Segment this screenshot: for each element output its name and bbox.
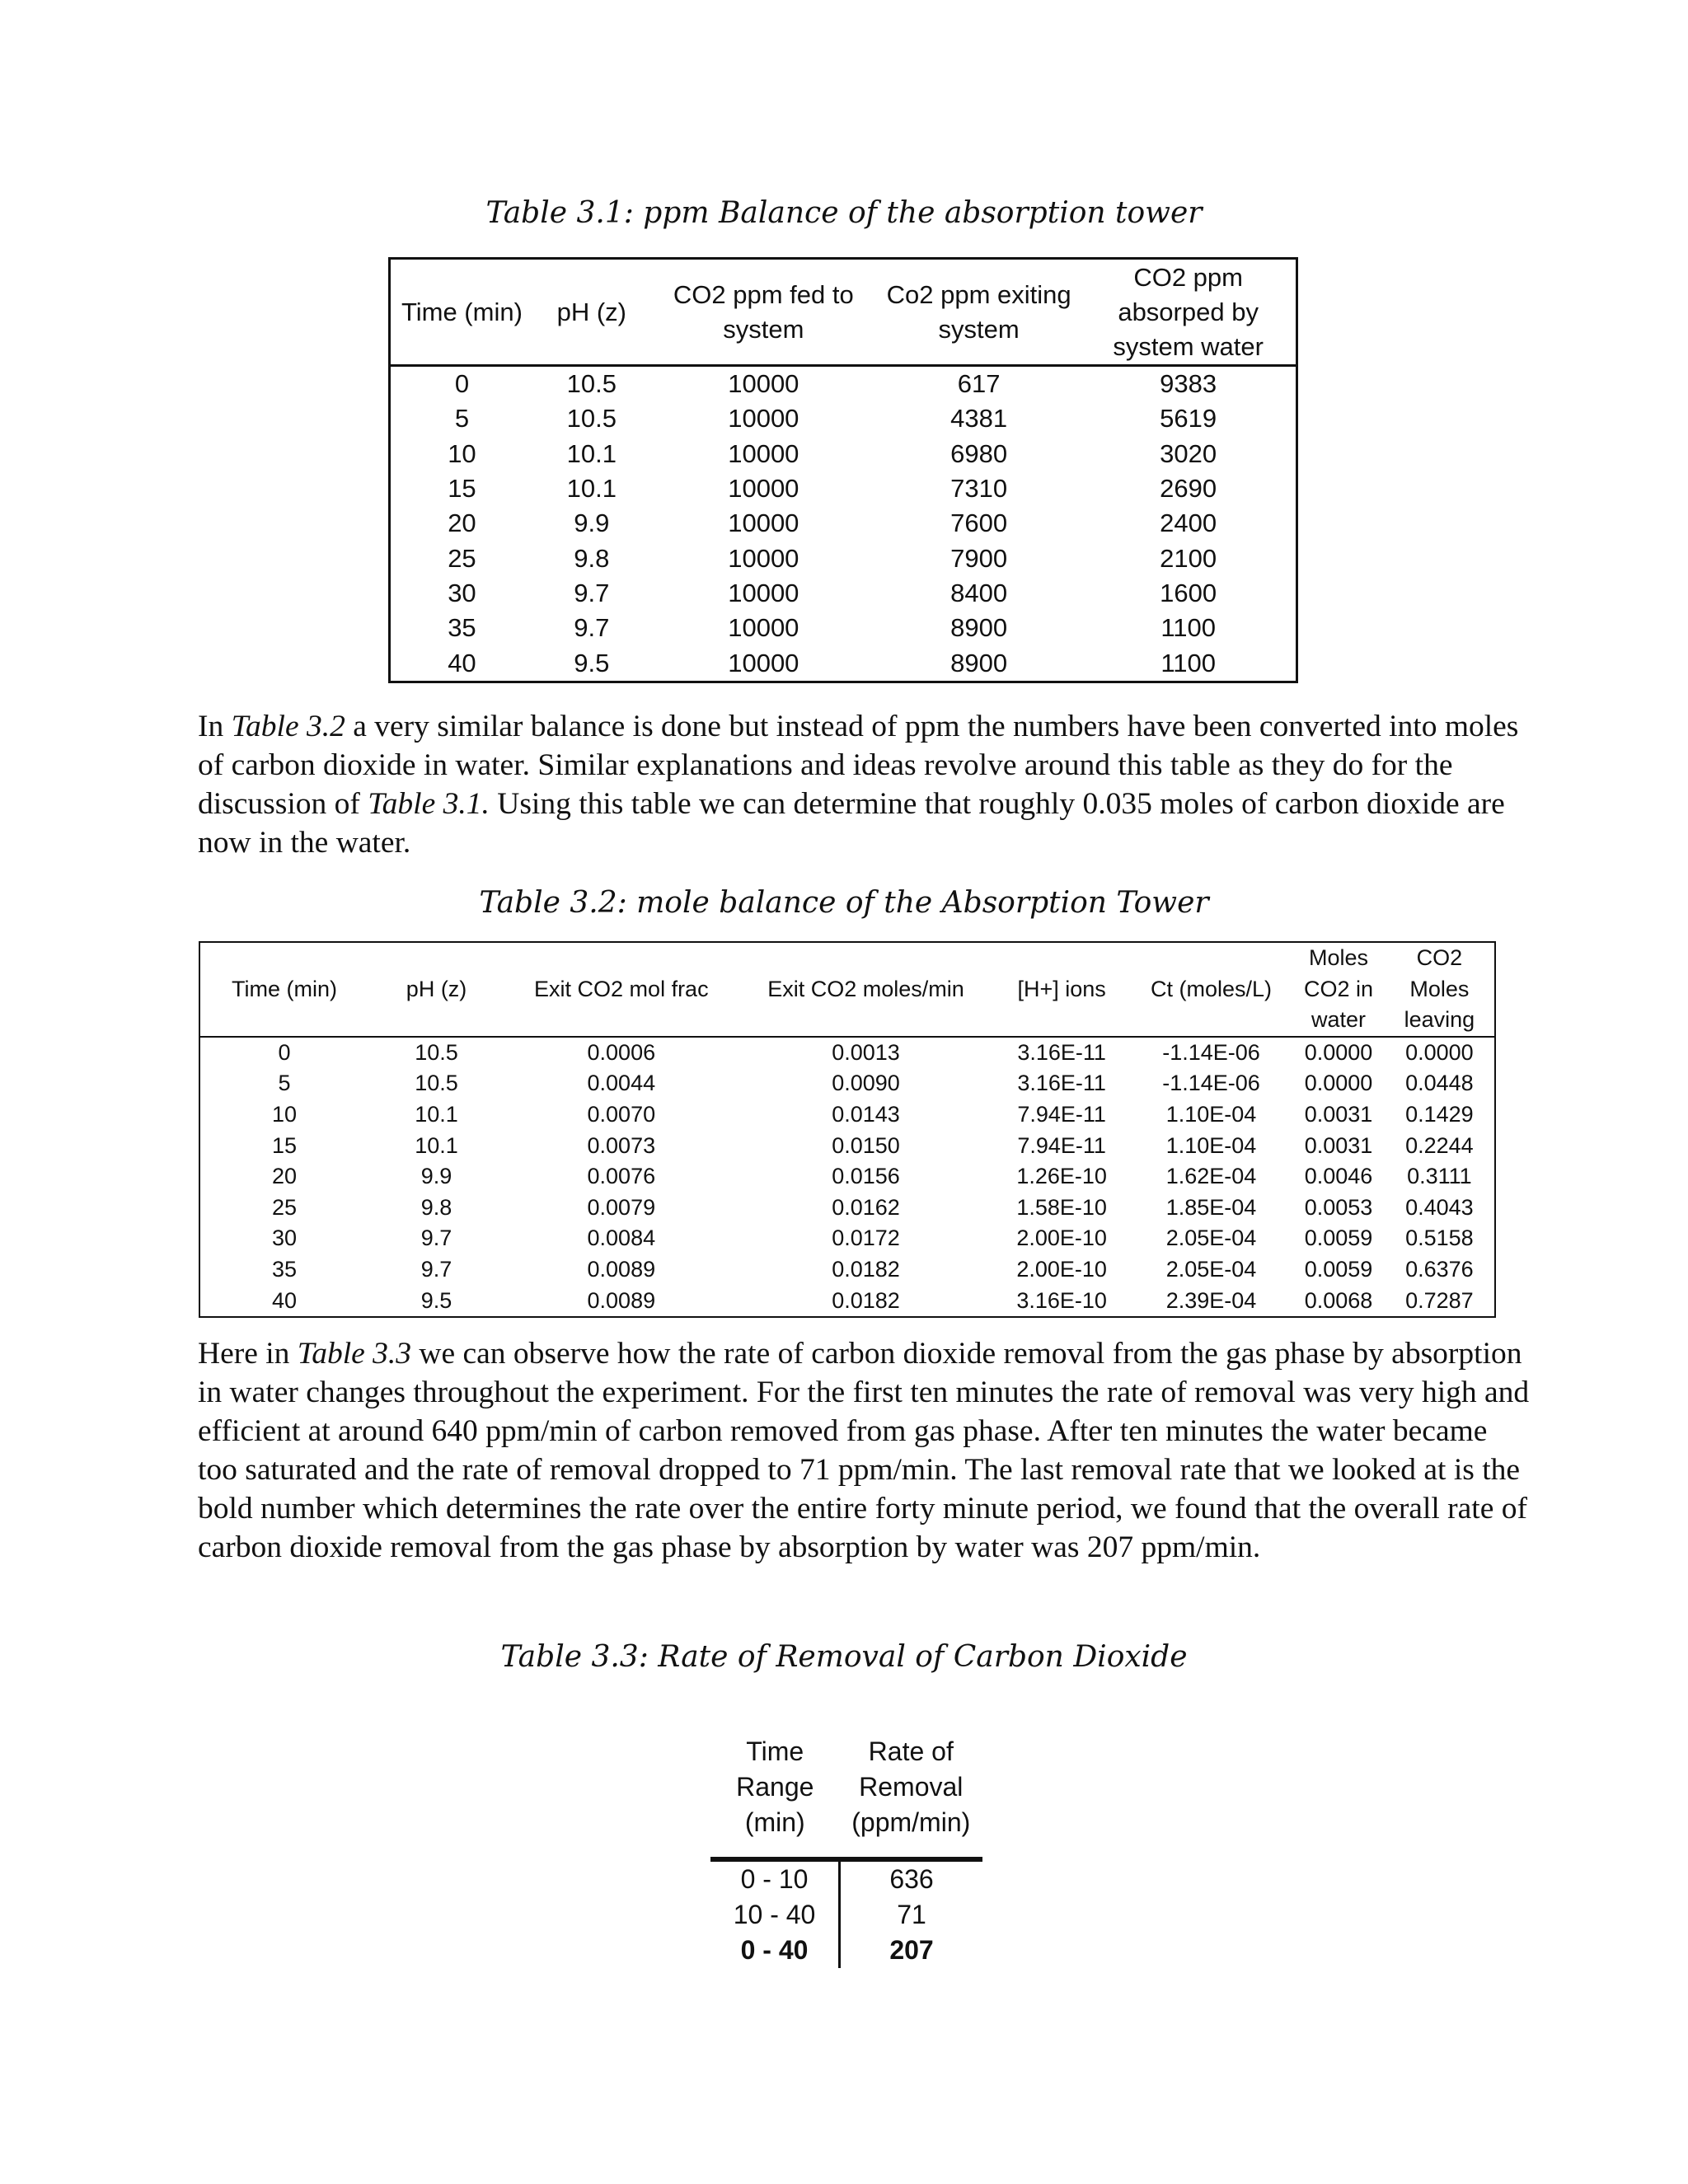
table-cell: 0.0076 [587,1164,656,1189]
table-cell: 6980 [950,438,1008,468]
table2-header: Exit CO2 mol frac [504,942,738,1037]
table1-header: Time (min) [390,259,533,366]
paragraph-table-3-2-intro: In Table 3.2 a very similar balance is done but instead of ppm the numbers have been converted into moles of carbon dioxide in water. Similar explanations and ideas revolve around this table as they do for the discussion of Table 3.1. Using this table we can determine that roughly 0.035 moles of carbon dioxide are now in the water. [198,710,1519,860]
table-cell: 10.1 [415,1101,458,1127]
table3-row [710,1897,982,1933]
table-cell: 0.3111 [1407,1164,1472,1189]
table-cell: 1.58E-10 [1016,1194,1107,1220]
table-cell: 10.1 [566,438,617,468]
table3-header: Rate of Removal (ppm/min) [840,1717,982,1859]
table-cell: 40 [271,1287,297,1313]
table-cell: 10000 [728,474,799,504]
table-cell: 0.0046 [1304,1164,1373,1189]
table-cell: 10000 [728,578,799,607]
table2-row [199,1254,1495,1286]
table3-row [710,1859,982,1897]
table-cell: 0.0090 [832,1071,900,1096]
table-cell: 30 [271,1226,297,1251]
table1-row [390,645,1297,682]
table-cell: 1.85E-04 [1165,1194,1257,1220]
table-cell: 1.62E-04 [1165,1164,1257,1189]
table-cell: 25 [271,1194,297,1220]
table-cell: 7600 [950,509,1008,538]
table-cell: 10.5 [566,369,617,399]
table-cell: 0.0070 [587,1101,656,1127]
table1-row [390,541,1297,575]
table2-row [199,1037,1495,1069]
table-cell: 0.0079 [587,1194,656,1220]
table3-caption: Table 3.3: Rate of Removal of Carbon Dioxide [500,1640,1188,1674]
table1-header: pH (z) [533,259,650,366]
table-cell: 9.9 [420,1164,452,1189]
table-cell: 1600 [1160,578,1217,607]
table-reference: Table 3.3 [297,1337,412,1371]
table-cell: 0.0013 [832,1039,900,1065]
table-cell: 5619 [1160,404,1217,434]
table-cell: 15 [271,1132,297,1158]
table-cell: 0.0053 [1304,1194,1373,1220]
table-cell: 0.0084 [587,1226,656,1251]
table-cell: 3020 [1160,438,1217,468]
table-cell: 10 [448,438,476,468]
table2-row [199,1161,1495,1193]
table-cell: 0.0182 [832,1287,900,1313]
table2-header: CO2 Moles leaving [1385,942,1495,1037]
table-cell: 0.1429 [1405,1101,1474,1127]
table-cell: 9.7 [574,613,610,643]
table2-header: pH (z) [368,942,504,1037]
table-cell: 10.5 [566,404,617,434]
table2-row [199,1068,1495,1099]
table-cell: 10000 [728,543,799,573]
table-cell: 0.0000 [1304,1071,1373,1096]
table1-header: CO2 ppm absorped by system water [1081,259,1296,366]
table-cell: 35 [271,1256,297,1282]
table-cell: 617 [957,369,1001,399]
table-cell: 20 [448,509,476,538]
table-cell: 9.8 [574,543,610,573]
table1-header: CO2 ppm fed to system [650,259,877,366]
table-cell: 9.5 [420,1287,452,1313]
table-cell: 0 [454,369,470,399]
table-cell: 0.0031 [1304,1101,1373,1127]
table-cell: 0.0000 [1405,1039,1474,1065]
table-cell: 0.0448 [1405,1071,1474,1096]
table-cell: 0.0172 [832,1226,900,1251]
paragraph-table-3-3-intro: Here in Table 3.3 we can observe how the rate of carbon dioxide removal from the gas phase by absorption in water changes throughout the experiment. For the first ten minutes the rate of removal was very high and efficient at around 640 ppm/min of carbon removed from gas phase. After ten minutes the water became too saturated and the rate of removal dropped to 71 ppm/min. The last removal rate that we looked at is the bold number which determines the rate over the entire forty minute period, we found that the overall rate of carbon dioxide removal from the gas phase by absorption by water was 207 ppm/min. [198,1337,1530,1564]
table-reference: Table 3.2 [231,710,345,743]
table1-row [390,611,1297,645]
table2-header: Ct (moles/L) [1130,942,1292,1037]
table1-header-row [390,259,1297,366]
table-cell: 40 [448,648,476,677]
table-cell: 2.00E-10 [1016,1226,1107,1251]
table-cell: 0.0143 [832,1101,900,1127]
table3-header: Time Range (min) [710,1717,840,1859]
table-cell: 7900 [950,543,1008,573]
table-cell: 0.0068 [1304,1287,1373,1313]
table-cell: 5 [454,404,470,434]
table-cell: 636 [889,1864,934,1894]
table-cell: 0.0044 [587,1071,656,1096]
table-cell: 9.7 [420,1256,452,1282]
table-cell: 0.0031 [1304,1132,1373,1158]
table-cell: 5 [278,1071,291,1096]
table-cell: 0.2244 [1405,1132,1474,1158]
table-cell: 0.0000 [1304,1039,1373,1065]
table-cell: 2.05E-04 [1165,1226,1257,1251]
table2-header: [H+] ions [994,942,1130,1037]
table-cell: 9.9 [574,509,610,538]
table-cell: 4381 [950,404,1008,434]
table-cell: 3.16E-11 [1017,1071,1106,1096]
table-cell: 2100 [1160,543,1217,573]
table-cell: 2400 [1160,509,1217,538]
table-cell: 0.6376 [1405,1256,1474,1282]
table3-header-row [710,1717,982,1859]
table-cell: 7.94E-11 [1017,1132,1106,1158]
table2 [199,941,1496,1318]
table-cell: 2690 [1160,474,1217,504]
table-cell: 1.26E-10 [1016,1164,1107,1189]
table2-header-row [199,942,1495,1037]
table-cell: 0 - 40 [710,1933,840,1968]
table-cell: 9.5 [574,648,610,677]
table-cell: 10000 [728,648,799,677]
table1-row [390,471,1297,506]
table2-row [199,1223,1495,1254]
table-cell: 0.0089 [587,1287,656,1313]
table-cell: 9383 [1160,369,1217,399]
table-cell: 2.05E-04 [1165,1256,1257,1282]
table-cell: 10000 [728,404,799,434]
table2-header: Moles CO2 in water [1292,942,1385,1037]
table-cell: 9.8 [420,1194,452,1220]
table-cell: 0.0182 [832,1256,900,1282]
table-cell: 1.10E-04 [1165,1132,1257,1158]
table1-row [390,401,1297,436]
table-cell: 3.16E-11 [1017,1039,1106,1065]
table2-row [199,1285,1495,1317]
table-cell: 1.10E-04 [1165,1101,1257,1127]
table-cell: 9.7 [420,1226,452,1251]
table1-row [390,437,1297,471]
table-cell: 0 [278,1039,291,1065]
table-cell: 2.00E-10 [1016,1256,1107,1282]
table-cell: 71 [897,1900,926,1929]
table1 [388,257,1298,683]
table1-row [390,366,1297,402]
table-cell: 2.39E-04 [1165,1287,1257,1313]
table-cell: 15 [448,474,476,504]
table-cell: 0.0156 [832,1164,900,1189]
table-cell: 207 [889,1935,934,1965]
table-cell: 8400 [950,578,1008,607]
table-cell: 0.0006 [587,1039,656,1065]
table-cell: 10000 [728,509,799,538]
table-cell: 0.5158 [1405,1226,1474,1251]
table1-row [390,576,1297,611]
table-cell: 8900 [950,648,1008,677]
table-cell: 10.1 [566,474,617,504]
table-cell: 0.0150 [832,1132,900,1158]
table-cell: 30 [448,578,476,607]
table-cell: 0 - 10 [710,1859,840,1897]
table-cell: 10.5 [415,1071,458,1096]
table1-caption: Table 3.1: ppm Balance of the absorption tower [485,196,1203,230]
table-cell: 10.1 [415,1132,458,1158]
table-cell: 0.4043 [1405,1194,1474,1220]
table-cell: 8900 [950,613,1008,643]
table-cell: 7310 [950,474,1008,504]
table-cell: 0.7287 [1405,1287,1474,1313]
table-cell: -1.14E-06 [1162,1039,1260,1065]
table-reference: Table 3.1. [368,787,490,821]
table2-row [199,1192,1495,1223]
table-cell: 20 [271,1164,297,1189]
table2-header: Time (min) [199,942,368,1037]
table-cell: 10000 [728,438,799,468]
table-cell: 25 [448,543,476,573]
table-cell: 9.7 [574,578,610,607]
table-cell: 3.16E-10 [1016,1287,1107,1313]
table1-row [390,506,1297,541]
table-cell: 10 [271,1101,297,1127]
table-cell: 0.0059 [1304,1256,1373,1282]
table-cell: 10000 [728,369,799,399]
table-cell: 0.0059 [1304,1226,1373,1251]
table-cell: 0.0089 [587,1256,656,1282]
table-cell: 35 [448,613,476,643]
table-cell: 1100 [1160,648,1216,677]
table-cell: 10000 [728,613,799,643]
table2-row [199,1130,1495,1161]
table-cell: 10.5 [415,1039,458,1065]
table2-row [199,1099,1495,1131]
table-cell: 1100 [1160,613,1216,643]
table2-caption: Table 3.2: mole balance of the Absorption Tower [479,886,1209,920]
table2-header: Exit CO2 moles/min [738,942,993,1037]
table1-header: Co2 ppm exiting system [877,259,1081,366]
table-cell: 7.94E-11 [1017,1101,1106,1127]
table3-row [710,1933,982,1968]
table-cell: -1.14E-06 [1162,1071,1260,1096]
table-cell: 0.0162 [832,1194,900,1220]
table3 [710,1717,982,1968]
table-cell: 0.0073 [587,1132,656,1158]
table-cell: 10 - 40 [710,1897,840,1933]
